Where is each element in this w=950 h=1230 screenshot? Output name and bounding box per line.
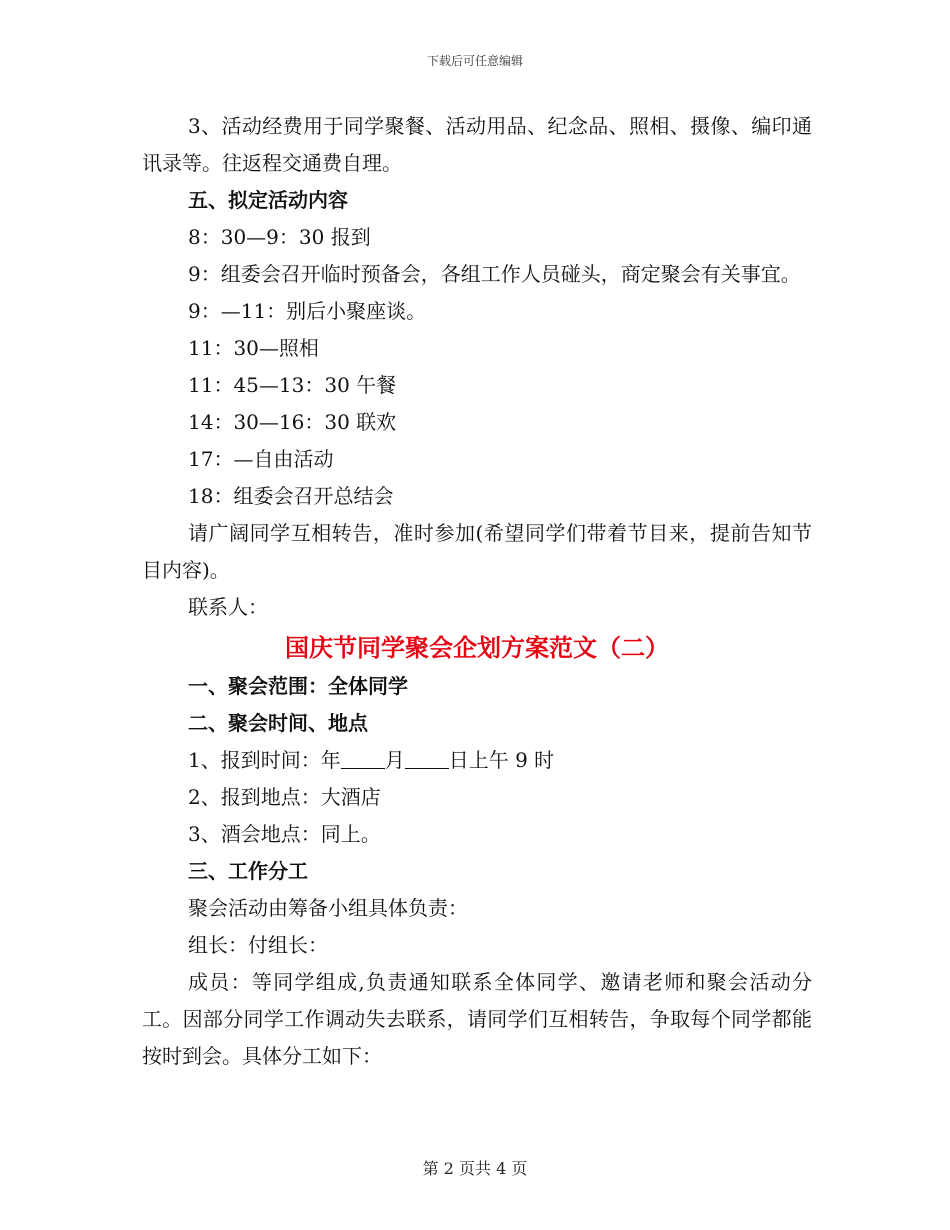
checkin-place-line: 2、报到地点：大酒店 <box>188 785 381 809</box>
schedule-item: 11：30—照相 <box>188 336 319 360</box>
schedule-item: 11：45—13：30 午餐 <box>188 373 397 397</box>
schedule-item: 8：30—9：30 报到 <box>188 225 371 249</box>
schedule-item: 9：组委会召开临时预备会，各组工作人员碰头，商定聚会有关事宜。 <box>188 262 801 286</box>
page-header-note: 下载后可任意编辑 <box>426 54 523 68</box>
checkin-month-label: 月 <box>384 748 405 772</box>
heading-activity-content: 五、拟定活动内容 <box>188 188 348 212</box>
heading-division: 三、工作分工 <box>188 859 308 883</box>
checkin-day-label: 日上午 9 时 <box>448 748 555 772</box>
paragraph-division: 聚会活动由筹备小组具体负责： <box>188 896 468 920</box>
heading-scope: 一、聚会范围：全体同学 <box>188 674 408 698</box>
document-body <box>142 108 812 1075</box>
contact-line: 联系人： <box>188 595 268 619</box>
schedule-item: 14：30—16：30 联欢 <box>188 410 397 434</box>
paragraph-leaders: 组长：付组长： <box>188 933 328 957</box>
section-title: 国庆节同学聚会企划方案范文（二） <box>285 633 669 662</box>
paragraph-notice: 请广阔同学互相转告，准时参加(希望同学们带着节目来，提前告知节目内容)。 <box>142 521 812 582</box>
schedule-item: 9：—11：别后小聚座谈。 <box>188 299 427 323</box>
blank-underline <box>341 750 385 769</box>
paragraph-funding: 3、活动经费用于同学聚餐、活动用品、纪念品、照相、摄像、编印通讯录等。往返程交通费自理。 <box>142 114 812 175</box>
page-footer-note: 第 2 页共 4 页 <box>422 1159 528 1178</box>
schedule-item: 18：组委会召开总结会 <box>188 484 394 508</box>
schedule-item: 17：—自由活动 <box>188 447 334 471</box>
paragraph-members: 成员：等同学组成,负责通知联系全体同学、邀请老师和聚会活动分工。因部分同学工作调动失去联系，请同学们互相转告，争取每个同学都能按时到会。具体分工如下： <box>142 970 812 1068</box>
checkin-time-line <box>142 742 812 779</box>
checkin-time-label: 1、报到时间：年 <box>188 748 341 772</box>
blank-underline <box>405 750 449 769</box>
banquet-place-line: 3、酒会地点：同上。 <box>188 822 381 846</box>
heading-time-place: 二、聚会时间、地点 <box>188 711 368 735</box>
